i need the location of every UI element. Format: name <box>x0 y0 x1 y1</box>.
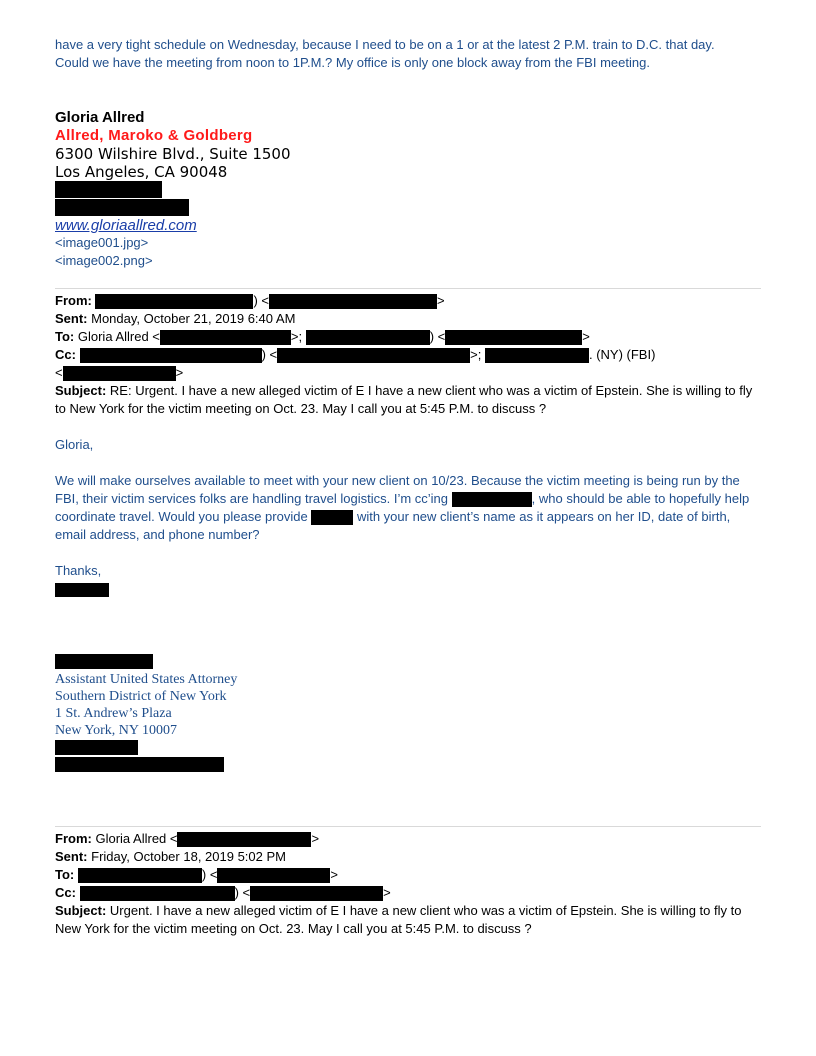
punct: ) < <box>261 347 278 362</box>
website-link[interactable]: www.gloriaallred.com <box>55 217 197 234</box>
punct: ) < <box>253 293 270 308</box>
body-part-3: with your new client’s name as it appears on her ID, date of birth, email address, and phone number? <box>55 509 731 542</box>
email1-greeting: Gloria, <box>55 437 94 452</box>
redaction-block <box>55 583 109 597</box>
punct: > <box>383 885 391 900</box>
from-label: From: <box>55 831 92 846</box>
to-value: Gloria Allred < <box>77 329 160 344</box>
email1-from-row <box>55 292 445 310</box>
email1-cc-row-2 <box>55 364 183 382</box>
redaction-block <box>277 348 470 363</box>
redaction-block <box>269 294 437 309</box>
sent-value: Friday, October 18, 2019 5:02 PM <box>91 849 286 864</box>
punct: ) < <box>429 329 446 344</box>
punct: ) < <box>201 867 218 882</box>
redaction-block <box>485 348 589 363</box>
body-part-2: , who should be able to hopefully help coordinate travel. Would you please provide <box>55 491 750 524</box>
redaction-block <box>311 510 353 525</box>
email2-subject-row <box>55 902 761 938</box>
attachment-image001: <image001.jpg> <box>55 235 149 250</box>
signature-address-1: 6300 Wilshire Blvd., Suite 1500 <box>55 145 291 163</box>
redaction-block <box>55 181 162 198</box>
punct: > <box>311 831 320 846</box>
subject-value: RE: Urgent. I have a new alleged victim of E I have a new client who was a victim of Epstein. She is willing to fly to New York for the victim meeting on Oct. 23. May I call you at 5:45 P.M. to discuss ? <box>55 383 753 416</box>
email2-cc-row <box>55 884 391 902</box>
top-text-line-2: Could we have the meeting from noon to 1P.M.? My office is only one block away from the FBI meeting. <box>55 55 650 70</box>
redaction-block <box>78 868 202 883</box>
redaction-block <box>452 492 532 507</box>
ausa-street: 1 St. Andrew’s Plaza <box>55 706 172 721</box>
email1-to-row <box>55 328 590 346</box>
ausa-office: Southern District of New York <box>55 689 227 704</box>
redaction-block <box>55 199 189 216</box>
punct: > <box>437 293 445 308</box>
header-divider <box>55 826 761 827</box>
redaction-block <box>80 348 262 363</box>
redaction-block <box>306 330 430 345</box>
from-label: From: <box>55 293 92 308</box>
redaction-block <box>177 832 311 847</box>
top-text-line-1: have a very tight schedule on Wednesday, because I need to be on a 1 or at the latest 2 P.M. train to D.C. that day. <box>55 37 715 52</box>
ausa-title: Assistant United States Attorney <box>55 672 238 687</box>
redaction-block <box>217 868 330 883</box>
email2-to-row <box>55 866 338 884</box>
punct: > <box>175 365 184 380</box>
redaction-block <box>95 294 253 309</box>
subject-value: Urgent. I have a new alleged victim of E I have a new client who was a victim of Epstein. She is willing to fly to New York for the victim meeting on Oct. 23. May I call you at 5:45 P.M. to discuss ? <box>55 903 742 936</box>
sent-value: Monday, October 21, 2019 6:40 AM <box>91 311 296 326</box>
email2-sent-row <box>55 848 286 866</box>
redaction-block <box>445 330 582 345</box>
subject-label: Subject: <box>55 903 107 918</box>
email1-body <box>55 472 761 544</box>
header-divider <box>55 288 761 289</box>
sent-label: Sent: <box>55 849 88 864</box>
redaction-block <box>55 757 224 772</box>
subject-label: Subject: <box>55 383 107 398</box>
to-label: To: <box>55 867 75 882</box>
redaction-block <box>55 740 138 755</box>
ausa-city: New York, NY 10007 <box>55 723 177 738</box>
email1-thanks: Thanks, <box>55 563 102 578</box>
to-label: To: <box>55 329 75 344</box>
punct: >; <box>470 347 482 362</box>
email2-from-row <box>55 830 319 848</box>
cc-label: Cc: <box>55 347 76 362</box>
email1-subject-row <box>55 382 761 418</box>
punct: ) < <box>234 885 251 900</box>
body-part-1: We will make ourselves available to meet with your new client on 10/23. Because the victim meeting is being run by the FBI, their victim services folks are handling travel logistics. I’m cc’ing <box>55 473 740 506</box>
redaction-block <box>80 886 235 901</box>
punct: > <box>582 329 590 344</box>
redaction-block <box>160 330 291 345</box>
signature-address-2: Los Angeles, CA 90048 <box>55 163 228 181</box>
cc-suffix: . (NY) (FBI) <box>588 347 656 362</box>
signature-name: Gloria Allred <box>55 109 145 126</box>
from-value: Gloria Allred < <box>95 831 178 846</box>
email1-sent-row <box>55 310 295 328</box>
punct: > <box>330 867 339 882</box>
email1-cc-row <box>55 346 655 364</box>
sent-label: Sent: <box>55 311 88 326</box>
cc-label: Cc: <box>55 885 76 900</box>
redaction-block <box>63 366 176 381</box>
punct: < <box>55 365 63 380</box>
redaction-block <box>250 886 383 901</box>
redaction-block <box>55 654 153 669</box>
punct: >; <box>290 329 303 344</box>
signature-firm: Allred, Maroko & Goldberg <box>55 127 253 144</box>
attachment-image002: <image002.png> <box>55 253 153 268</box>
